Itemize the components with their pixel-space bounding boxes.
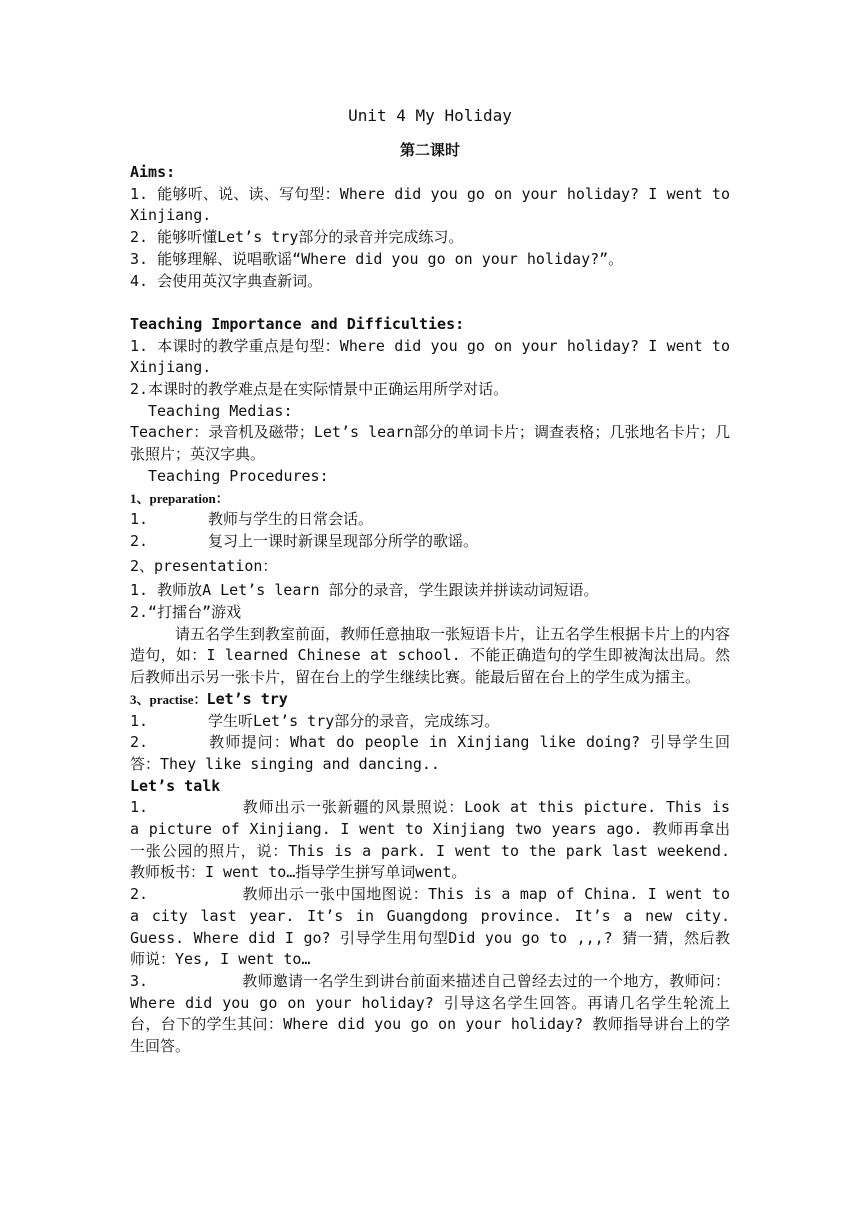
talk-item-1-text: 教师出示一张新疆的风景照说：Look at this picture. This is a picture of Xinjiang. I went to Xinjiang two years ago. 教师再拿出一张公园的照片，说：This is a park. I went to the park last weekend. 教师板书：I went to…指导学生拼写单词went。 — [130, 798, 730, 882]
medias-heading: Teaching Medias: — [148, 401, 293, 420]
preparation-label: 1、preparation： — [130, 490, 229, 506]
practise-label-line — [130, 689, 730, 711]
preparation-item-2 — [130, 531, 730, 553]
aims-heading: Aims: — [130, 163, 176, 181]
aims-item-1: 1. 能够听、说、读、写句型：Where did you go on your holiday? I went to Xinjiang. — [130, 184, 730, 225]
practise-item-2-num: 2. — [130, 733, 149, 752]
lesson-heading: 第二课时 — [399, 141, 460, 159]
medias-text: Teacher：录音机及磁带；Let’s learn部分的单词卡片；调查表格；几张地名卡片；几张照片；英汉字典。 — [130, 423, 730, 464]
aims-item-2: 2. 能够听懂Let’s try部分的录音并完成练习。 — [130, 228, 464, 247]
document-title: Unit 4 My Holiday — [348, 106, 512, 125]
practise-item-1 — [130, 711, 730, 733]
preparation-item-1-num: 1. — [130, 510, 149, 529]
practise-label-suffix: Let’s try — [206, 689, 288, 708]
preparation-item-1-text: 教师与学生的日常会话。 — [208, 510, 374, 529]
talk-item-1 — [130, 797, 730, 884]
talk-item-2-num: 2. — [130, 885, 149, 904]
practise-item-1-num: 1. — [130, 711, 149, 730]
talk-item-2-text: 教师出示一张中国地图说：This is a map of China. I went to a city last year. It’s in Guangdong province. It’s a new city. Guess. Where did I go? 引导学生用句型Did you go to ,,,? 猜一猜，然后教师说：Yes, I went to… — [130, 885, 730, 969]
presentation-paragraph: 请五名学生到教室前面，教师任意抽取一张短语卡片，让五名学生根据卡片上的内容造句，如：I learned Chinese at school. 不能正确造句的学生即被淘汰出局。然后教师出示另一张卡片，留在台上的学生继续比赛。能最后留在台上的学生成为擂主。 — [130, 624, 731, 687]
aims-item-3: 3. 能够理解、说唱歌谣“Where did you go on your holiday?”。 — [130, 249, 624, 268]
preparation-item-1 — [130, 509, 730, 531]
practise-item-1-text: 学生听Let’s try部分的录音，完成练习。 — [208, 711, 500, 730]
talk-item-3 — [130, 971, 730, 1058]
talk-item-3-num: 3. — [130, 972, 149, 990]
importance-item-1: 1. 本课时的教学重点是句型：Where did you go on your holiday? I went to Xinjiang. — [130, 336, 730, 377]
presentation-item-1: 1. 教师放A Let’s learn 部分的录音，学生跟读并拼读动词短语。 — [130, 581, 599, 600]
document-page — [130, 104, 730, 1058]
procedures-heading: Teaching Procedures: — [148, 466, 329, 485]
presentation-item-2: 2.“打擂台”游戏 — [130, 603, 242, 622]
talk-item-1-num: 1. — [130, 798, 149, 817]
talk-heading: Let’s talk — [130, 776, 221, 795]
aims-item-4: 4. 会使用英汉字典查新词。 — [130, 271, 323, 290]
importance-item-2: 2.本课时的教学难点是在实际情景中正确运用所学对话。 — [130, 380, 509, 399]
presentation-label: 2、presentation： — [130, 556, 278, 575]
preparation-item-2-text: 复习上一课时新课呈现部分所学的歌谣。 — [208, 531, 479, 550]
talk-item-3-text: 教师邀请一名学生到讲台前面来描述自己曾经去过的一个地方，教师问：Where did you go on your holiday? 引导这名学生回答。再请几名学生轮流上台，台下的学生其问：Where did you go on your holiday? 教师指导讲台上的学生回答。 — [130, 972, 730, 1056]
practise-item-2-text: 教师提问：What do people in Xinjiang like doing? 引导学生回答：They like singing and dancing.. — [130, 733, 730, 773]
importance-heading: Teaching Importance and Difficulties: — [130, 314, 465, 333]
practise-label: 3、practise： — [130, 691, 207, 707]
preparation-item-2-num: 2. — [130, 531, 149, 550]
practise-item-2 — [130, 732, 730, 775]
talk-item-2 — [130, 884, 730, 971]
